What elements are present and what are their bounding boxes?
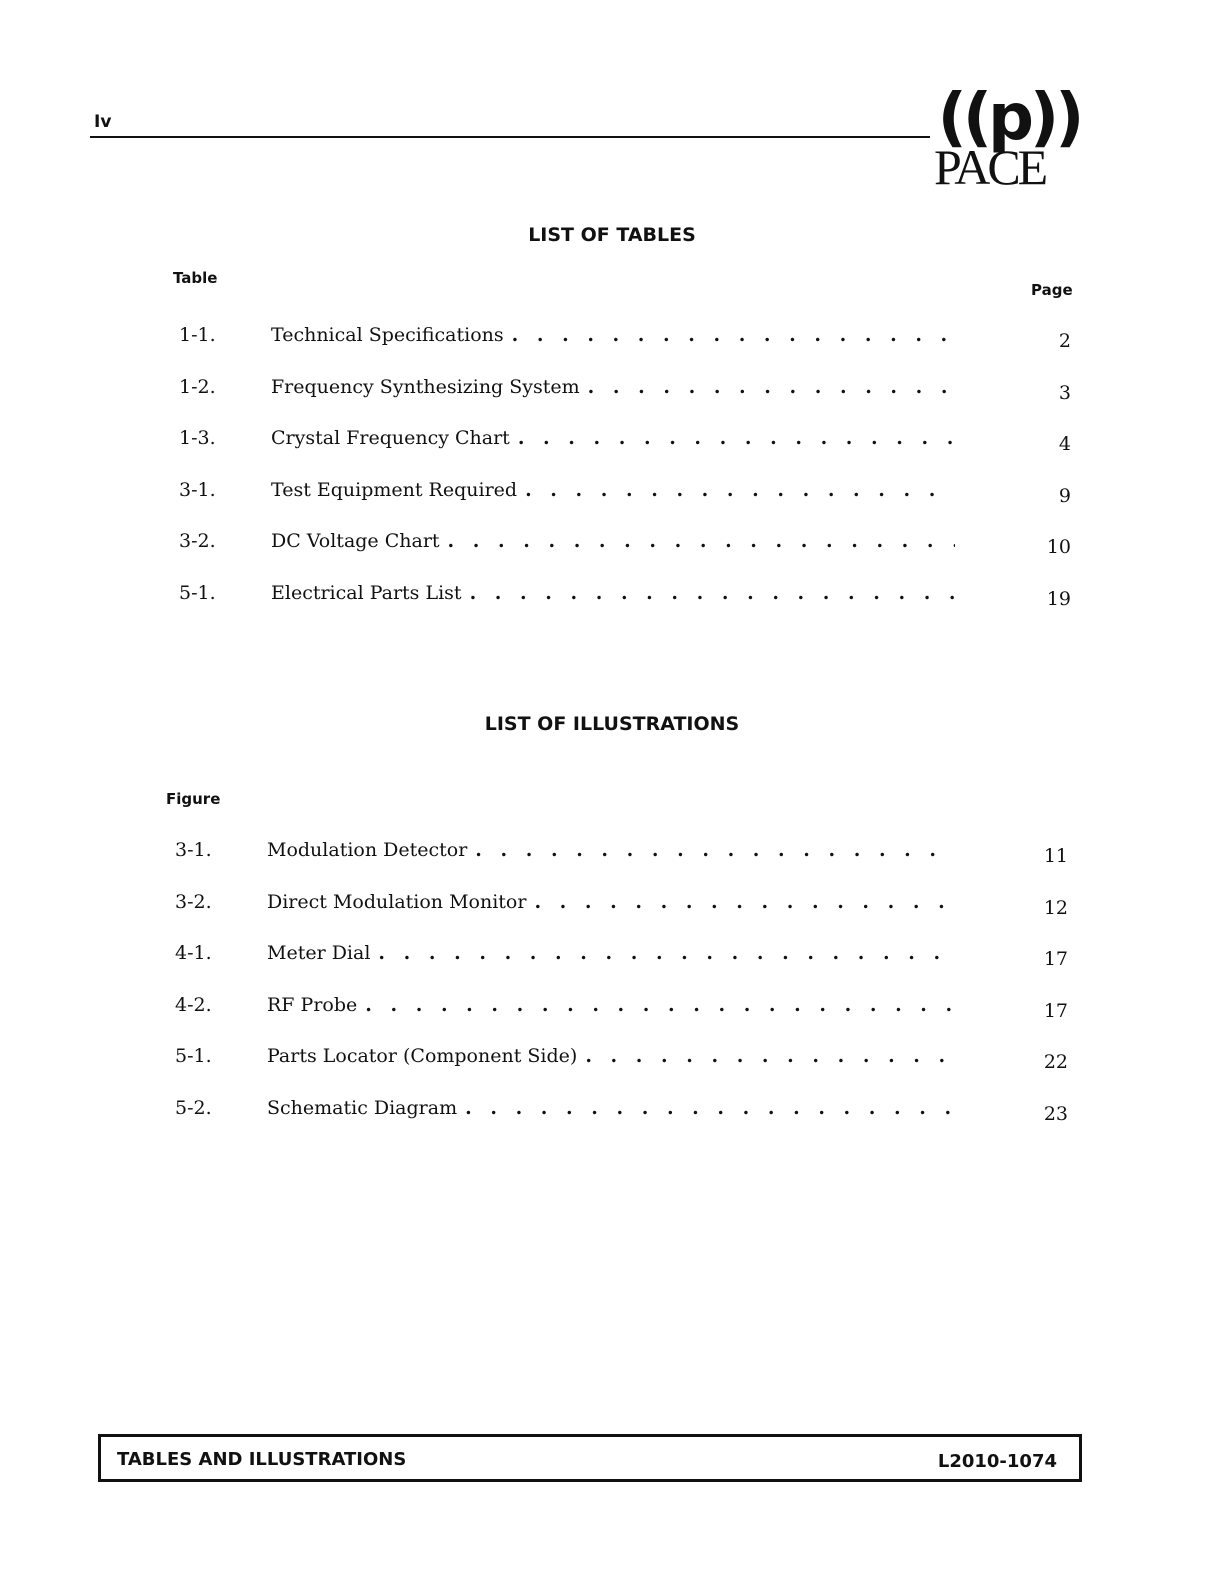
toc-entry bbox=[175, 990, 1068, 1020]
entry-title: Modulation Detector bbox=[267, 839, 468, 861]
entry-title: Direct Modulation Monitor bbox=[267, 890, 527, 913]
entry-title: Test Equipment Required bbox=[271, 478, 518, 501]
toc-entry bbox=[179, 526, 1071, 556]
entry-title: RF Probe bbox=[267, 993, 358, 1016]
dot-leader bbox=[357, 990, 952, 1020]
list-of-tables-title: LIST OF TABLES bbox=[528, 224, 696, 246]
entry-number: 3-2. bbox=[175, 890, 212, 913]
entry-number: 5-2. bbox=[175, 1096, 212, 1119]
entry-page: 3 bbox=[1058, 381, 1071, 404]
entry-number: 1-1. bbox=[179, 324, 216, 346]
entry-page: 22 bbox=[1043, 1051, 1068, 1073]
dot-leader bbox=[526, 887, 952, 917]
entry-title-wrap bbox=[267, 887, 952, 917]
dot-leader bbox=[467, 835, 952, 865]
entry-number: 1-3. bbox=[179, 427, 216, 449]
entry-title: Crystal Frequency Chart bbox=[271, 427, 510, 449]
header-rule bbox=[90, 136, 930, 138]
entry-title-wrap bbox=[271, 578, 955, 608]
dot-leader bbox=[517, 475, 955, 505]
entry-title-wrap bbox=[271, 320, 955, 350]
toc-entry bbox=[175, 938, 1068, 968]
dot-leader bbox=[370, 938, 952, 968]
dot-leader bbox=[580, 372, 955, 402]
pace-logo bbox=[924, 81, 1094, 196]
page-column-label: Page bbox=[1031, 281, 1073, 299]
toc-entry bbox=[179, 320, 1071, 350]
dot-leader bbox=[577, 1041, 952, 1071]
entry-number: 4-2. bbox=[175, 993, 212, 1016]
entry-title: Parts Locator (Component Side) bbox=[267, 1045, 578, 1067]
figure-column-label: Figure bbox=[166, 790, 221, 808]
entry-number: 3-2. bbox=[179, 530, 216, 552]
entry-title-wrap bbox=[271, 423, 955, 453]
entry-page: 12 bbox=[1043, 896, 1068, 919]
dot-leader bbox=[440, 526, 955, 556]
logo-mark: ((p)) bbox=[937, 81, 1081, 155]
toc-entry bbox=[175, 835, 1068, 865]
entry-number: 4-1. bbox=[175, 942, 212, 964]
entry-page: 9 bbox=[1058, 484, 1071, 507]
footer-doc-number: L2010-1074 bbox=[937, 1451, 1057, 1472]
entry-page: 17 bbox=[1043, 948, 1068, 970]
entry-title-wrap bbox=[267, 1041, 952, 1071]
entry-number: 3-1. bbox=[179, 478, 216, 501]
dot-leader bbox=[457, 1093, 952, 1123]
footer-section-name: TABLES AND ILLUSTRATIONS bbox=[117, 1449, 407, 1470]
entry-page: 19 bbox=[1046, 587, 1071, 610]
page-number: Iv bbox=[94, 112, 112, 132]
entry-title: DC Voltage Chart bbox=[271, 530, 440, 552]
toc-entry bbox=[179, 475, 1071, 505]
dot-leader bbox=[510, 423, 955, 453]
entry-page: 23 bbox=[1043, 1102, 1068, 1125]
entry-title-wrap bbox=[267, 1093, 952, 1123]
entry-number: 5-1. bbox=[175, 1045, 212, 1067]
entry-number: 1-2. bbox=[179, 375, 216, 398]
toc-entry bbox=[175, 887, 1068, 917]
entry-title: Electrical Parts List bbox=[271, 581, 462, 604]
list-of-illustrations-title: LIST OF ILLUSTRATIONS bbox=[484, 713, 740, 735]
entry-title: Meter Dial bbox=[267, 942, 371, 964]
toc-entry bbox=[175, 1093, 1068, 1123]
entry-page: 11 bbox=[1043, 845, 1068, 867]
entry-title-wrap bbox=[267, 990, 952, 1020]
toc-entry bbox=[179, 578, 1071, 608]
footer-box bbox=[98, 1434, 1082, 1482]
entry-page: 4 bbox=[1058, 433, 1071, 455]
entry-title: Schematic Diagram bbox=[267, 1096, 458, 1119]
entry-title-wrap bbox=[271, 475, 955, 505]
entry-number: 5-1. bbox=[179, 581, 216, 604]
entry-page: 2 bbox=[1058, 330, 1071, 352]
toc-entry bbox=[179, 423, 1071, 453]
entry-title-wrap bbox=[267, 835, 952, 865]
entry-number: 3-1. bbox=[175, 839, 212, 861]
toc-entry bbox=[179, 372, 1071, 402]
entry-page: 17 bbox=[1043, 999, 1068, 1022]
dot-leader bbox=[462, 578, 955, 608]
toc-entry bbox=[175, 1041, 1068, 1071]
entry-page: 10 bbox=[1046, 536, 1071, 558]
entry-title-wrap bbox=[267, 938, 952, 968]
table-column-label: Table bbox=[173, 269, 218, 287]
entry-title-wrap bbox=[271, 526, 955, 556]
logo-text: PACE bbox=[934, 139, 1046, 195]
dot-leader bbox=[504, 320, 955, 350]
entry-title: Frequency Synthesizing System bbox=[271, 375, 580, 398]
entry-title-wrap bbox=[271, 372, 955, 402]
entry-title: Technical Specifications bbox=[271, 324, 504, 346]
